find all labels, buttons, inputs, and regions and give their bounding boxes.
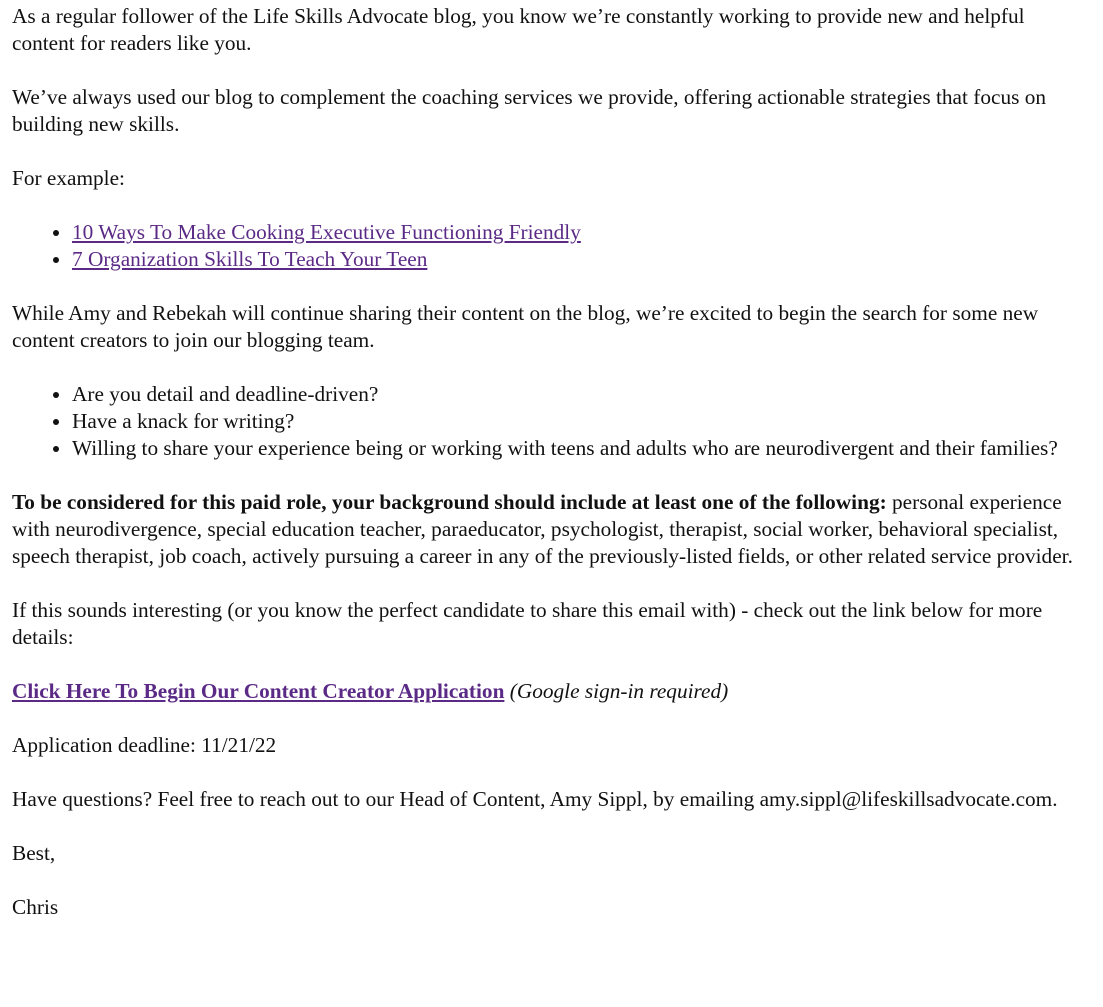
requirements-details: personal experience with neurodivergence, special education teacher, paraeducator, psychologist, therapist, social worker, behavioral specialist, speech therapist, job coach, actively pursuing a career in any of the previously-listed fields, or other related service provider. — [12, 490, 1073, 568]
google-sign-in-note: (Google sign-in required) — [509, 679, 729, 703]
requirements-paragraph — [12, 489, 1085, 570]
organization-skills-link[interactable]: 7 Organization Skills To Teach Your Teen — [72, 247, 428, 271]
candidate-question: • Are you detail and deadline-driven? — [72, 381, 1085, 408]
example-links-list — [12, 219, 1085, 273]
candidate-question: • Willing to share your experience being or working with teens and adults who are neurodivergent and their families? — [72, 435, 1085, 462]
team-paragraph: While Amy and Rebekah will continue sharing their content on the blog, we’re excited to begin the search for some new content creators to join our blogging team. — [12, 301, 1039, 352]
example-link-item — [72, 246, 1085, 273]
content-creator-application-link[interactable]: Click Here To Begin Our Content Creator Application — [12, 679, 505, 703]
application-paragraph — [12, 678, 1085, 705]
requirements-lead: To be considered for this paid role, your background should include at least one of the following: — [12, 490, 887, 514]
coaching-paragraph: We’ve always used our blog to complement the coaching services we provide, offering actionable strategies that focus on building new skills. — [12, 85, 1047, 136]
candidate-questions-list — [12, 381, 1085, 462]
closing-line: Best, — [12, 841, 56, 865]
contact-paragraph: Have questions? Feel free to reach out to our Head of Content, Amy Sippl, by emailing amy.sippl@lifeskillsadvocate.com. — [12, 787, 1058, 811]
example-heading: For example: — [12, 166, 125, 190]
cooking-executive-functioning-link[interactable]: 10 Ways To Make Cooking Executive Functioning Friendly — [72, 220, 581, 244]
candidate-question: • Have a knack for writing? — [72, 408, 1085, 435]
signature: Chris — [12, 895, 59, 919]
interest-paragraph: If this sounds interesting (or you know the perfect candidate to share this email with) - check out the link below for more details: — [12, 598, 1043, 649]
application-deadline: Application deadline: 11/21/22 — [12, 733, 277, 757]
example-link-item — [72, 219, 1085, 246]
intro-paragraph: As a regular follower of the Life Skills Advocate blog, you know we’re constantly working to provide new and helpful content for readers like you. — [12, 4, 1025, 55]
